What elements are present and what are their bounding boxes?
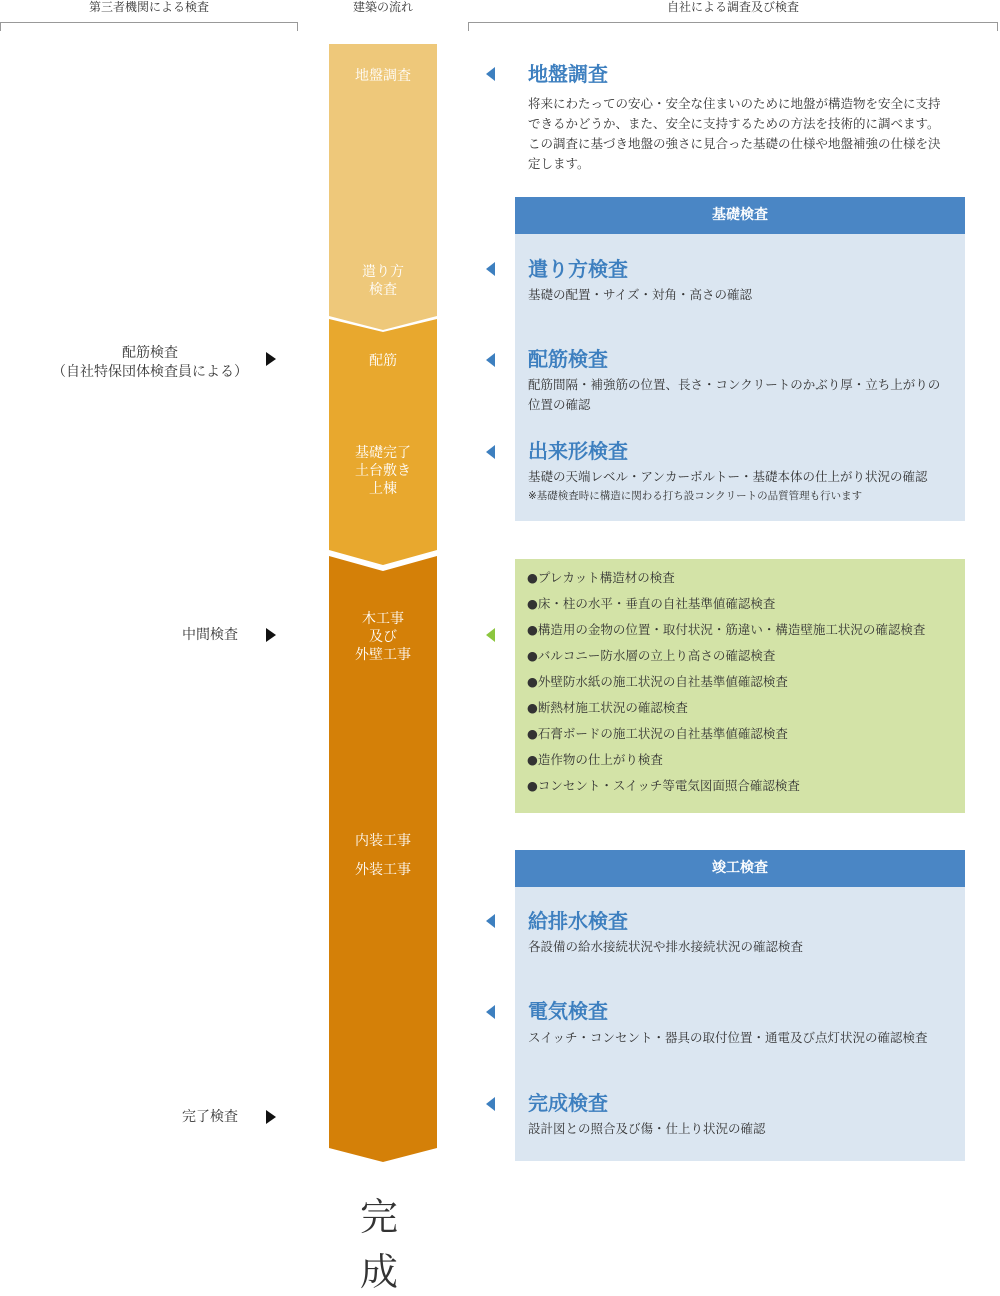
plumbing-inspection-desc: 各設備の給水接続状況や排水接続状況の確認検査 (528, 939, 804, 954)
header-third-party: 第三者機関による検査 (88, 0, 209, 14)
haikin-inspection-arrow-icon (486, 353, 495, 367)
dekigata-inspection-title: 出来形検査 (528, 439, 628, 463)
flow-stage-carpentry: 木工事 及び 外壁工事 (355, 611, 411, 663)
third-party-haikin-arrow-icon (266, 352, 276, 366)
flow-stage-ground-survey: 地盤調査 (355, 68, 411, 84)
flow-stage-foundation-complete: 基礎完了 土台敷き 上棟 (355, 445, 411, 497)
flow-stage-haikin: 配筋 (369, 353, 397, 369)
intermediate-item-balcony: ●バルコニー防水層の立上り高さの確認検査 (527, 648, 776, 663)
yarikata-inspection-title: 遣り方検査 (528, 257, 628, 281)
intermediate-item-fixtures: ●造作物の仕上がり検査 (527, 752, 663, 767)
intermediate-item-hardware: ●構造用の金物の位置・取付状況・筋違い・構造壁施工状況の確認検査 (527, 622, 926, 637)
intermediate-item-insulation: ●断熱材施工状況の確認検査 (527, 700, 688, 715)
intermediate-item-electrical: ●コンセント・スイッチ等電気図面照合確認検査 (527, 778, 800, 793)
plumbing-inspection-title: 給排水検査 (528, 909, 628, 933)
electrical-inspection-arrow-icon (486, 1005, 495, 1019)
dekigata-inspection-desc: 基礎の天端レベル・アンカーボルトー・基礎本体の仕上がり状況の確認 (528, 469, 928, 484)
intermediate-item-gypsum: ●石膏ボードの施工状況の自社基準値確認検査 (527, 726, 788, 741)
ground-survey-arrow-icon (486, 67, 495, 81)
haikin-inspection-desc: 配筋間隔・補強筋の位置、長さ・コンクリートのかぶり厚・立ち上がりの 位置の確認 (528, 377, 941, 412)
intermediate-item-level: ●床・柱の水平・垂直の自社基準値確認検査 (527, 596, 776, 611)
plumbing-inspection-arrow-icon (486, 914, 495, 928)
completion-final-inspection-desc: 設計図との照合及び傷・仕上り状況の確認 (528, 1121, 766, 1136)
third-party-completion-arrow-icon (266, 1110, 276, 1124)
third-party-completion-label: 完了検査 (182, 1109, 238, 1125)
header-self: 自社による調査及び検査 (666, 0, 799, 14)
flow-end-label: 完 成 (359, 1195, 406, 1294)
dekigata-inspection-note: ※基礎検査時に構造に関わる打ち設コンクリートの品質管理も行います (528, 490, 863, 502)
electrical-inspection-desc: スイッチ・コンセント・器具の取付位置・通電及び点灯状況の確認検査 (528, 1030, 928, 1045)
header-flow: 建築の流れ (352, 0, 413, 14)
flow-stage-yarikata: 遣り方 検査 (362, 264, 404, 298)
intermediate-arrow-icon (486, 628, 495, 642)
third-party-haikin-label: 配筋検査 （自社特保団体検査員による） (52, 345, 248, 380)
electrical-inspection-title: 電気検査 (528, 999, 608, 1023)
completion-final-inspection-arrow-icon (486, 1097, 495, 1111)
intermediate-item-waterproof: ●外壁防水紙の施工状況の自社基準値確認検査 (527, 674, 788, 689)
completion-inspection-header: 竣工検査 (515, 850, 965, 887)
dekigata-inspection-arrow-icon (486, 445, 495, 459)
intermediate-inspection-box (515, 559, 965, 813)
ground-survey-desc: 将来にわたっての安心・安全な住まいのために地盤が構造物を安全に支持 できるかどうか、また、安全に支持するための方法を技術的に調べます。 この調査に基づき地盤の強さに見合った基礎の仕様や地盤補強の仕様を決 定します。 (528, 96, 941, 171)
ground-survey-title: 地盤調査 (528, 62, 608, 86)
foundation-inspection-header: 基礎検査 (515, 197, 965, 234)
haikin-inspection-title: 配筋検査 (528, 347, 608, 371)
flow-stage-exterior: 外装工事 (355, 862, 411, 878)
yarikata-inspection-desc: 基礎の配置・サイズ・対角・高さの確認 (528, 287, 753, 302)
third-party-intermediate-label: 中間検査 (182, 627, 238, 643)
flow-stage-interior: 内装工事 (355, 833, 411, 849)
intermediate-item-precut: ●プレカット構造材の検査 (527, 570, 675, 585)
completion-final-inspection-title: 完成検査 (528, 1091, 608, 1115)
third-party-intermediate-arrow-icon (266, 628, 276, 642)
yarikata-inspection-arrow-icon (486, 262, 495, 276)
